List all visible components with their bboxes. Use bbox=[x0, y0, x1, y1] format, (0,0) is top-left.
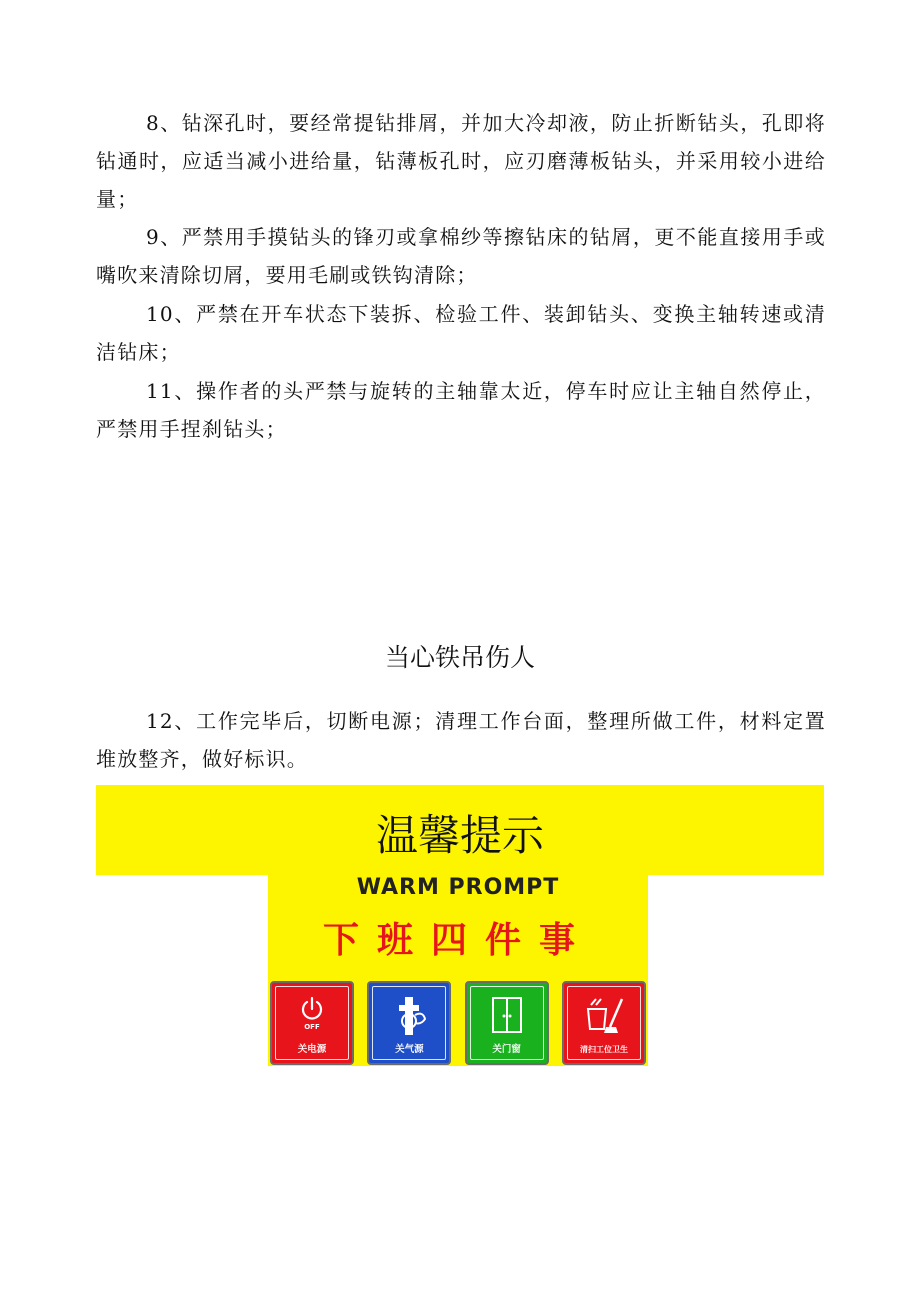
paragraph-10: 10、严禁在开车状态下装拆、检验工件、装卸钻头、变换主轴转速或清洁钻床； bbox=[96, 302, 826, 364]
paragraph-9: 9、严禁用手摸钻头的锋刃或拿棉纱等擦钻床的钻屑，更不能直接用手或嘴吹来清除切屑，要用毛刷或铁钩清除； bbox=[96, 225, 826, 287]
paragraph-11: 11、操作者的头严禁与旋转的主轴靠太近，停车时应让主轴自然停止，严禁用手捏刹钻头； bbox=[96, 379, 826, 441]
tile-label: 清扫工位卫生 bbox=[579, 1045, 628, 1054]
reminder-tiles bbox=[270, 981, 646, 1065]
banner-title: 温馨提示 bbox=[375, 811, 544, 860]
tile-label: 关气源 bbox=[395, 1044, 424, 1055]
tile-label: 关门窗 bbox=[492, 1044, 521, 1055]
warm-prompt-banner-lower bbox=[268, 875, 648, 1066]
tile-label: 关电源 bbox=[297, 1044, 327, 1055]
paragraph-8: 8、钻深孔时，要经常提钻排屑，并加大冷却液，防止折断钻头，孔即将钻通时，应适当减小进给量，钻薄板孔时，应刃磨薄板钻头，并采用较小进给量； bbox=[96, 111, 826, 211]
four-things-title: 下班四件事 bbox=[322, 920, 593, 961]
tile-clean-station bbox=[562, 981, 646, 1065]
paragraph-12: 12、工作完毕后，切断电源；清理工作台面，整理所做工件，材料定置堆放整齐，做好标识。 bbox=[96, 709, 826, 771]
broom-icon bbox=[582, 995, 626, 1035]
power-icon bbox=[298, 995, 326, 1023]
tile-power-off bbox=[270, 981, 354, 1065]
door-window-icon bbox=[490, 995, 524, 1035]
warm-prompt-banner-top bbox=[96, 785, 824, 875]
tile-air-off bbox=[367, 981, 451, 1065]
section-heading: 当心铁吊伤人 bbox=[384, 643, 535, 672]
off-label: OFF bbox=[304, 1023, 320, 1031]
banner-subtitle: WARM PROMPT bbox=[356, 875, 560, 900]
air-valve-icon bbox=[389, 995, 429, 1037]
tile-door-window bbox=[465, 981, 549, 1065]
